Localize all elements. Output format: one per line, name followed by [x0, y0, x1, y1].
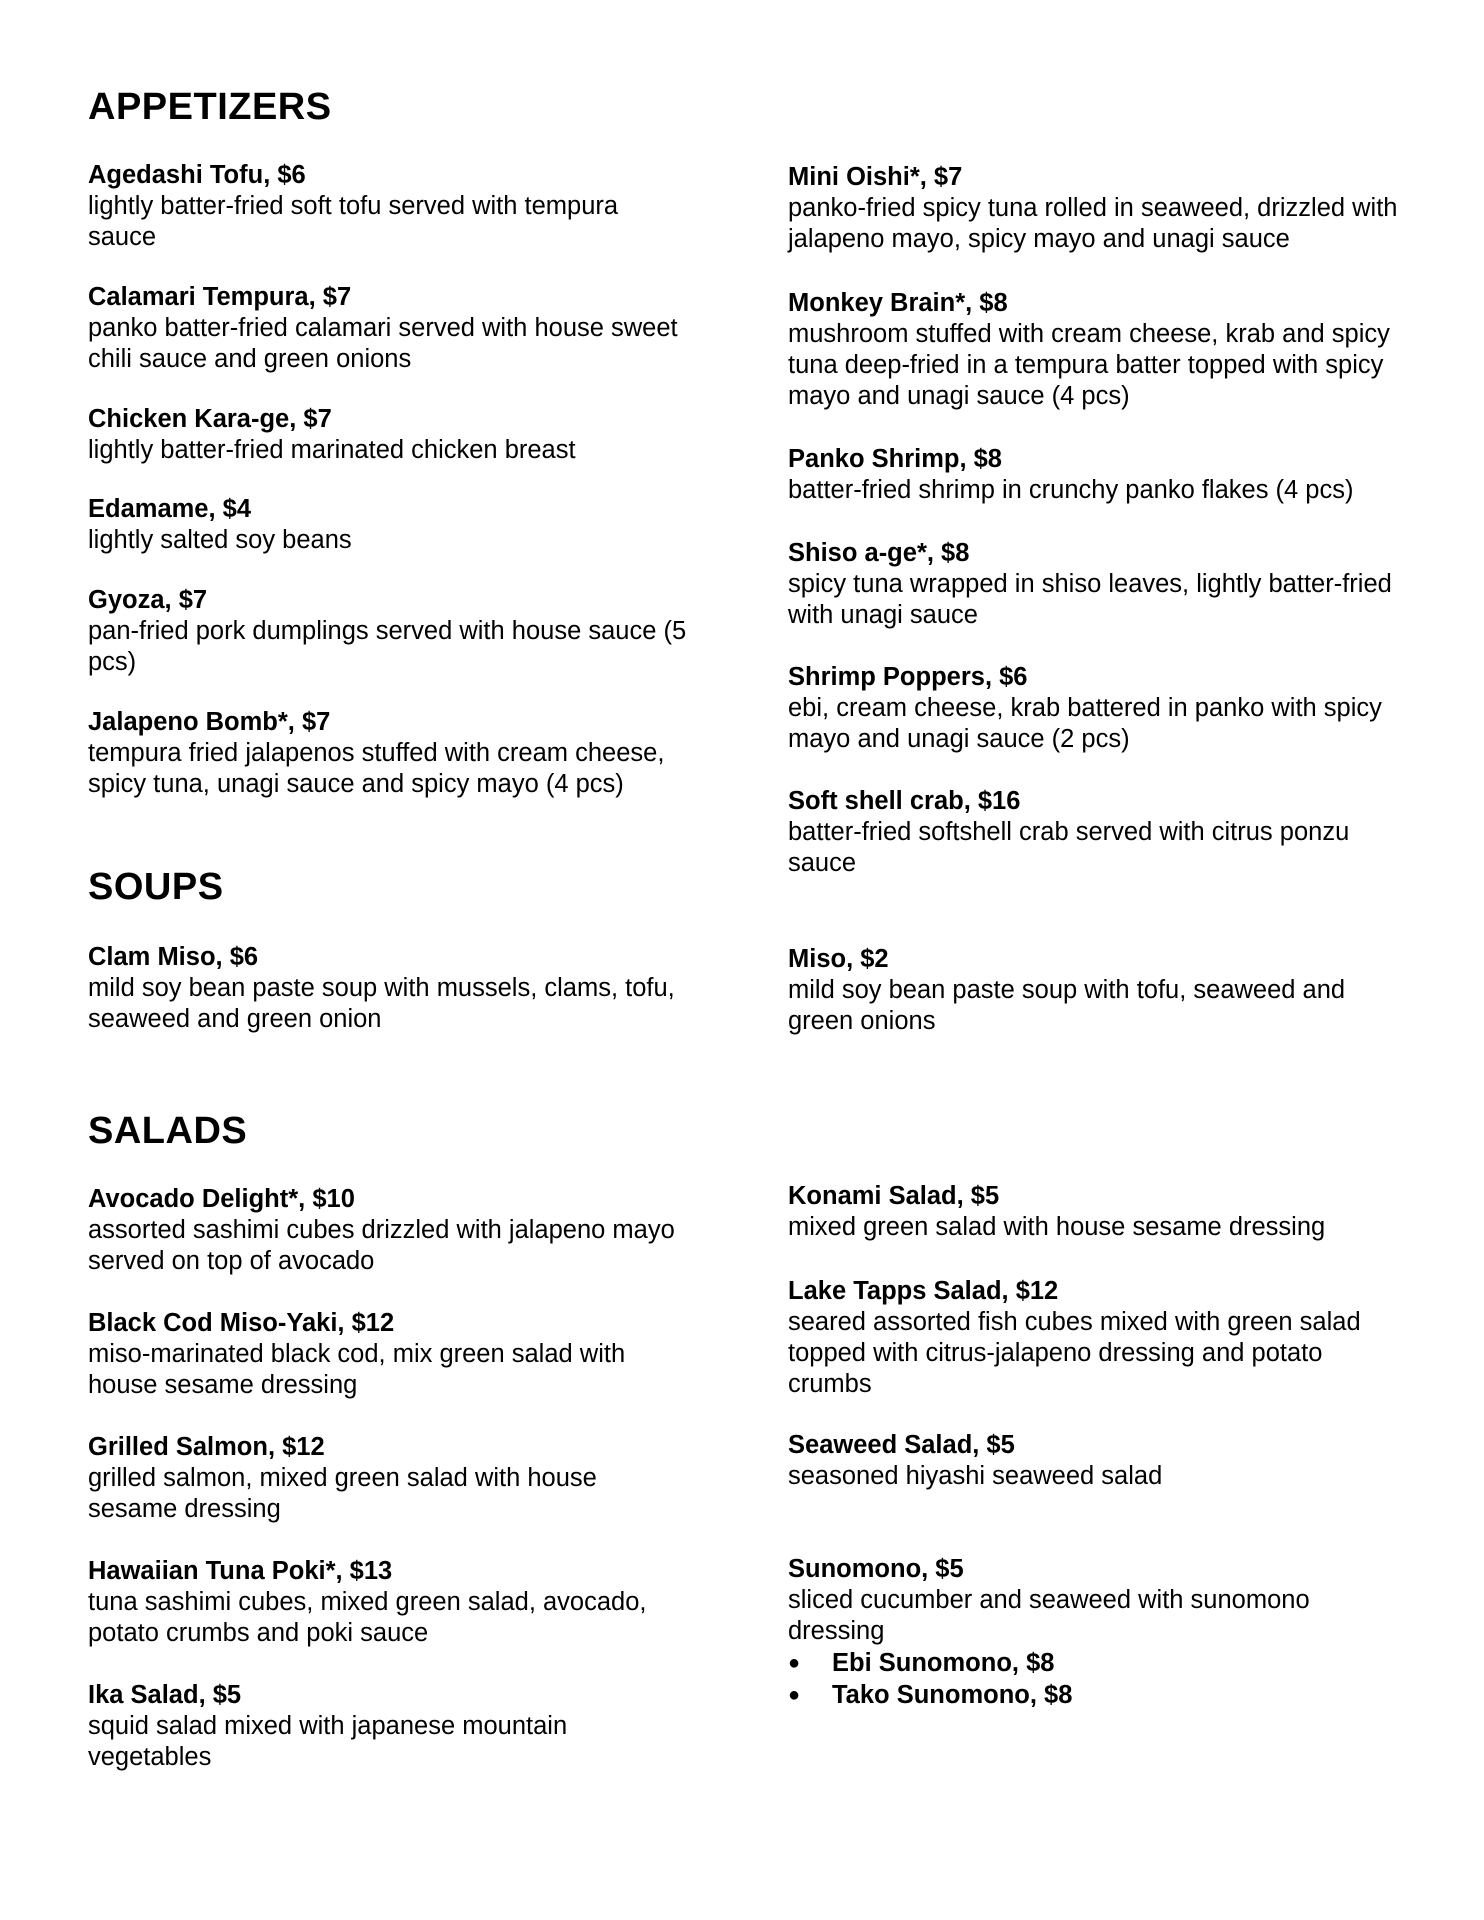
item-title: Avocado Delight*, $10	[88, 1185, 355, 1213]
item-description: mild soy bean paste soup with mussels, clams, tofu, seaweed and green onion	[88, 974, 675, 1033]
item-description: squid salad mixed with japanese mountain vegetables	[88, 1712, 568, 1771]
item-description: tuna sashimi cubes, mixed green salad, avocado, potato crumbs and poki sauce	[88, 1588, 647, 1647]
menu-item	[788, 944, 1408, 1037]
item-description: panko-fried spicy tuna rolled in seaweed, drizzled with jalapeno mayo, spicy mayo and unagi sauce	[788, 194, 1398, 253]
menu-item	[88, 1556, 688, 1649]
item-title: Gyoza, $7	[88, 586, 208, 614]
item-description: lightly salted soy beans	[88, 526, 352, 554]
item-description: mixed green salad with house sesame dressing	[788, 1213, 1326, 1241]
item-title: Clam Miso, $6	[88, 943, 259, 971]
item-description: mushroom stuffed with cream cheese, krab and spicy tuna deep-fried in a tempura batter topped with spicy mayo and unagi sauce (4 pcs)	[788, 320, 1390, 410]
menu-item	[788, 162, 1408, 255]
item-description: ebi, cream cheese, krab battered in panko with spicy mayo and unagi sauce (2 pcs)	[788, 694, 1382, 753]
item-title: Shrimp Poppers, $6	[788, 663, 1028, 691]
item-description: grilled salmon, mixed green salad with house sesame dressing	[88, 1464, 597, 1523]
menu-item	[788, 1276, 1408, 1400]
item-description: batter-fried shrimp in crunchy panko flakes (4 pcs)	[788, 476, 1354, 504]
menu-item	[88, 404, 688, 466]
menu-item	[88, 707, 688, 800]
menu-item	[788, 662, 1408, 755]
item-title: Ika Salad, $5	[88, 1681, 242, 1709]
menu-item	[788, 1554, 1408, 1711]
menu-item	[88, 1432, 688, 1525]
menu-item	[788, 288, 1408, 412]
item-description: spicy tuna wrapped in shiso leaves, lightly batter-fried with unagi sauce	[788, 570, 1392, 629]
section-heading-soups: SOUPS	[88, 866, 224, 908]
item-title: Miso, $2	[788, 945, 889, 973]
menu-item	[88, 494, 688, 556]
item-title: Lake Tapps Salad, $12	[788, 1277, 1059, 1305]
menu-item	[88, 1680, 688, 1773]
item-title: Edamame, $4	[88, 495, 252, 523]
item-title: Chicken Kara-ge, $7	[88, 405, 332, 433]
item-title: Hawaiian Tuna Poki*, $13	[88, 1557, 393, 1585]
item-title: Panko Shrimp, $8	[788, 445, 1002, 473]
item-description: panko batter-fried calamari served with house sweet chili sauce and green onions	[88, 314, 678, 373]
item-description: seared assorted fish cubes mixed with green salad topped with citrus-jalapeno dressing and potato crumbs	[788, 1308, 1361, 1398]
menu-item	[88, 1184, 688, 1277]
item-title: Black Cod Miso-Yaki, $12	[88, 1309, 395, 1337]
menu-item	[88, 1308, 688, 1401]
item-description: sliced cucumber and seaweed with sunomono dressing	[788, 1586, 1310, 1645]
item-description: assorted sashimi cubes drizzled with jalapeno mayo served on top of avocado	[88, 1216, 675, 1275]
item-description: pan-fried pork dumplings served with house sauce (5 pcs)	[88, 617, 687, 676]
menu-item	[88, 585, 688, 678]
option-item: ● Ebi Sunomono, $8	[788, 1647, 1408, 1679]
menu-item	[88, 160, 688, 253]
item-title: Seaweed Salad, $5	[788, 1431, 1015, 1459]
menu-item	[788, 786, 1408, 879]
item-title: Mini Oishi*, $7	[788, 163, 963, 191]
menu-item	[788, 1181, 1408, 1243]
menu-item	[88, 942, 688, 1035]
item-title: Jalapeno Bomb*, $7	[88, 708, 331, 736]
menu-item	[788, 444, 1408, 506]
item-description: lightly batter-fried marinated chicken breast	[88, 436, 576, 464]
item-title: Konami Salad, $5	[788, 1182, 1000, 1210]
item-description: lightly batter-fried soft tofu served with tempura sauce	[88, 192, 619, 251]
item-title: Soft shell crab, $16	[788, 787, 1021, 815]
item-title: Monkey Brain*, $8	[788, 289, 1008, 317]
item-description: mild soy bean paste soup with tofu, seaweed and green onions	[788, 976, 1346, 1035]
item-title: Grilled Salmon, $12	[88, 1433, 325, 1461]
item-title: Agedashi Tofu, $6	[88, 161, 306, 189]
section-heading-appetizers: APPETIZERS	[88, 86, 332, 128]
option-item: ● Tako Sunomono, $8	[788, 1679, 1408, 1711]
section-heading-salads: SALADS	[88, 1110, 248, 1152]
item-description: tempura fried jalapenos stuffed with cream cheese, spicy tuna, unagi sauce and spicy mayo (4 pcs)	[88, 739, 665, 798]
option-list	[788, 1647, 1408, 1711]
item-title: Shiso a-ge*, $8	[788, 539, 970, 567]
item-title: Calamari Tempura, $7	[88, 283, 352, 311]
item-description: seasoned hiyashi seaweed salad	[788, 1462, 1163, 1490]
menu-item	[788, 538, 1408, 631]
item-description: miso-marinated black cod, mix green salad with house sesame dressing	[88, 1340, 626, 1399]
item-title: Sunomono, $5	[788, 1555, 964, 1583]
menu-item	[788, 1430, 1408, 1492]
item-description: batter-fried softshell crab served with citrus ponzu sauce	[788, 818, 1350, 877]
menu-item	[88, 282, 688, 375]
